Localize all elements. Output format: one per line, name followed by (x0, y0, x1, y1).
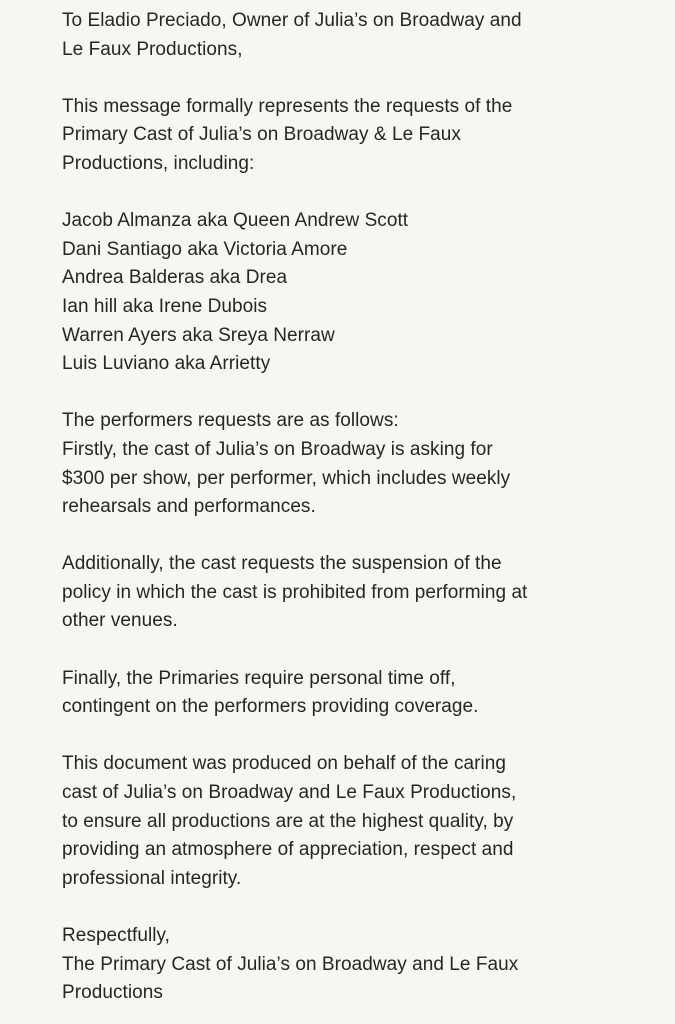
additional-paragraph (62, 550, 635, 636)
final-line: contingent on the performers providing coverage. (62, 696, 479, 718)
requests-line: rehearsals and performances. (62, 496, 316, 518)
paragraph-gap (62, 379, 635, 408)
requests-line: Firstly, the cast of Julia’s on Broadway is asking for (62, 438, 493, 460)
final-line: Finally, the Primaries require personal time off, (62, 667, 456, 689)
purpose-line: providing an atmosphere of appreciation, respect and (62, 839, 514, 861)
intro-paragraph (62, 93, 635, 179)
additional-line: other venues. (62, 610, 178, 632)
intro-line: This message formally represents the requests of the (62, 95, 513, 117)
requests-line: $300 per show, per performer, which includes weekly (62, 467, 511, 489)
intro-line: Productions, including: (62, 152, 255, 174)
requests-paragraph (62, 407, 635, 521)
intro-line: Primary Cast of Julia’s on Broadway & Le Faux (62, 124, 461, 146)
salutation-line: To Eladio Preciado, Owner of Julia’s on Broadway and (62, 10, 522, 31)
purpose-line: professional integrity. (62, 867, 242, 889)
cast-member: Jacob Almanza aka Queen Andrew Scott (62, 210, 409, 232)
purpose-line: cast of Julia’s on Broadway and Le Faux Productions, (62, 782, 517, 804)
salutation-paragraph (62, 7, 635, 64)
additional-line: Additionally, the cast requests the suspension of the (62, 553, 502, 575)
paragraph-gap (62, 179, 635, 208)
purpose-line: to ensure all productions are at the highest quality, by (62, 810, 514, 832)
purpose-paragraph (62, 750, 635, 893)
cast-list (62, 207, 635, 379)
purpose-line: This document was produced on behalf of the caring (62, 753, 506, 775)
salutation-line: Le Faux Productions, (62, 38, 243, 60)
cast-member: Andrea Balderas aka Drea (62, 267, 288, 289)
paragraph-gap (62, 64, 635, 93)
paragraph-gap (62, 522, 635, 551)
closing-line: Respectfully, (62, 925, 171, 946)
additional-line: policy in which the cast is prohibited from performing at (62, 581, 528, 603)
cast-member: Warren Ayers aka Sreya Nerraw (62, 324, 335, 346)
paragraph-gap (62, 722, 635, 751)
cast-member: Luis Luviano aka Arrietty (62, 353, 271, 375)
cast-member: Dani Santiago aka Victoria Amore (62, 238, 348, 260)
closing-line: The Primary Cast of Julia’s on Broadway and Le Faux (62, 953, 519, 975)
paragraph-gap (62, 636, 635, 665)
closing-line: Productions (62, 982, 163, 1004)
cast-member: Ian hill aka Irene Dubois (62, 295, 268, 317)
requests-line: The performers requests are as follows: (62, 410, 399, 432)
final-paragraph (62, 665, 635, 722)
paragraph-gap (62, 893, 635, 922)
closing-signature (62, 922, 635, 1008)
